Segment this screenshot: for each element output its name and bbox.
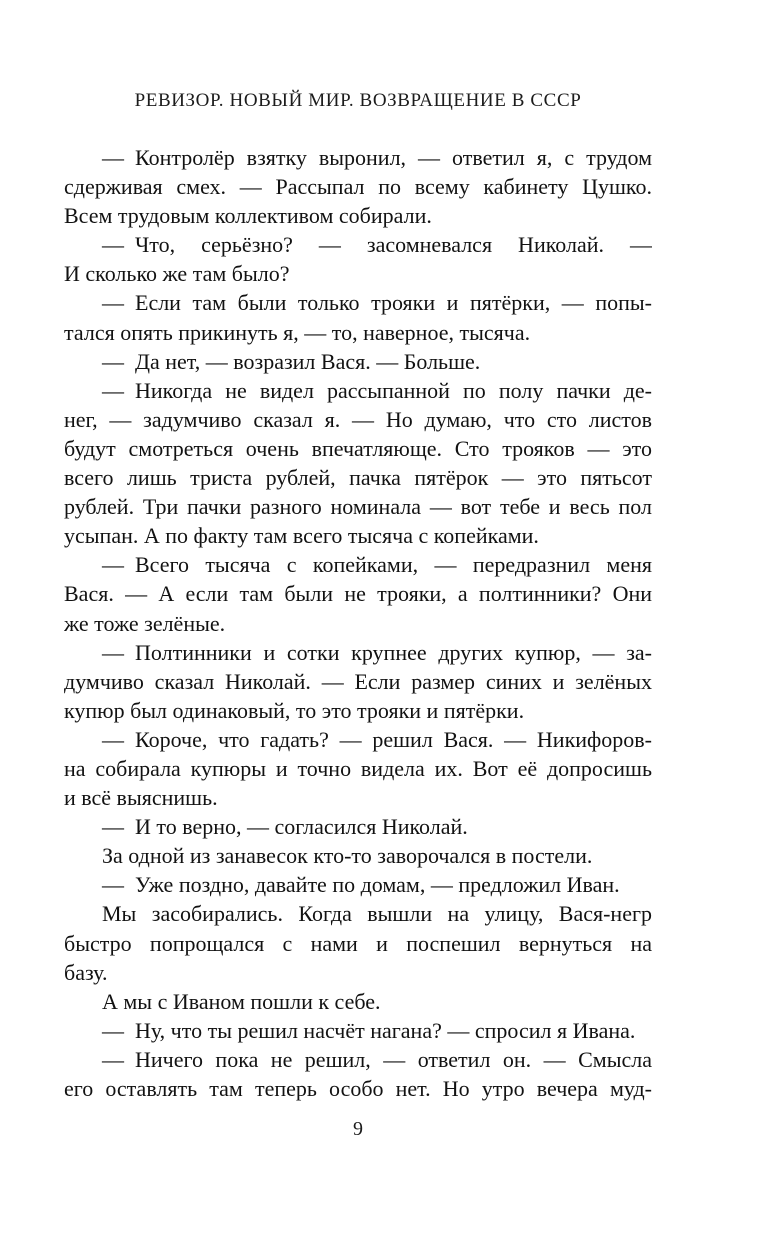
paragraph (64, 725, 652, 812)
text-line: — Уже поздно, давайте по домам, — предложил Иван. (102, 872, 620, 898)
text-line: — Никогда не видел рассыпанной по полу пачки де- (102, 377, 652, 403)
text-line: тался опять прикинуть я, — то, наверное, тысяча. (64, 319, 531, 345)
text-line: сдерживая смех. — Рассыпал по всему кабинету Цушко. (64, 174, 652, 200)
text-line: — Ничего пока не решил, — ответил он. — Смысла (102, 1046, 652, 1072)
paragraph (64, 550, 652, 637)
paragraph (64, 870, 652, 899)
paragraph (64, 638, 652, 725)
paragraph (64, 347, 652, 376)
paragraph (64, 987, 652, 1016)
text-line: нег, — задумчиво сказал я. — Но думаю, что сто листов (64, 406, 652, 432)
text-line: его оставлять там теперь особо нет. Но утро вечера муд- (64, 1076, 652, 1101)
text-line: — Контролёр взятку выронил, — ответил я, с трудом (102, 145, 652, 170)
text-line: — Если там были только трояки и пятёрки, — попы- (102, 290, 652, 316)
text-line: — Ну, что ты решил насчёт нагана? — спросил я Ивана. (102, 1017, 636, 1043)
text-line: рублей. Три пачки разного номинала — вот тебе и весь пол (64, 494, 652, 520)
page-number: 9 (353, 1118, 363, 1140)
text-line: думчиво сказал Николай. — Если размер синих и зелёных (64, 668, 652, 694)
paragraph (64, 230, 652, 288)
text-line: — Что, серьёзно? — засомневался Николай. — (102, 232, 652, 258)
text-line: усыпан. А по факту там всего тысяча с копейками. (64, 523, 539, 549)
text-line: — Полтинники и сотки крупнее других купюр, — за- (102, 639, 652, 665)
text-line: на собирала купюры и точно видела их. Вот её допросишь (64, 755, 652, 781)
text-line: Всем трудовым коллективом собирали. (64, 203, 432, 229)
text-block (64, 143, 652, 1103)
paragraph (64, 288, 652, 346)
text-line: же тоже зелёные. (64, 610, 226, 636)
paragraph (64, 899, 652, 986)
text-line: быстро попрощался с нами и поспешил вернуться на (64, 930, 652, 956)
text-line: — Всего тысяча с копейками, — передразнил меня (102, 552, 652, 578)
text-line: и всё выяснишь. (64, 785, 218, 811)
text-line: купюр был одинаковый, то это трояки и пятёрки. (64, 697, 525, 723)
text-line: базу. (64, 959, 108, 985)
text-line: Мы засобирались. Когда вышли на улицу, Вася-негр (102, 901, 652, 927)
text-line: — И то верно, — согласился Николай. (102, 814, 468, 840)
paragraph (64, 812, 652, 841)
paragraph (64, 1045, 652, 1103)
paragraph (64, 1016, 652, 1045)
text-line: Вася. — А если там были не трояки, а полтинники? Они (64, 581, 652, 607)
text-line: А мы с Иваном пошли к себе. (102, 988, 381, 1014)
paragraph (64, 376, 652, 551)
text-line: И сколько же там было? (64, 261, 290, 287)
text-line: всего лишь триста рублей, пачка пятёрок — это пятьсот (64, 465, 652, 491)
text-line: будут смотреться очень впечатляюще. Сто трояков — это (64, 435, 652, 461)
text-line: — Да нет, — возразил Вася. — Больше. (102, 348, 481, 374)
paragraph (64, 143, 652, 230)
text-line: За одной из занавесок кто-то заворочался в постели. (102, 843, 593, 869)
running-header: РЕВИЗОР. НОВЫЙ МИР. ВОЗВРАЩЕНИЕ В СССР (134, 90, 582, 111)
paragraph (64, 841, 652, 870)
text-line: — Короче, что гадать? — решил Вася. — Никифоров- (102, 726, 652, 752)
